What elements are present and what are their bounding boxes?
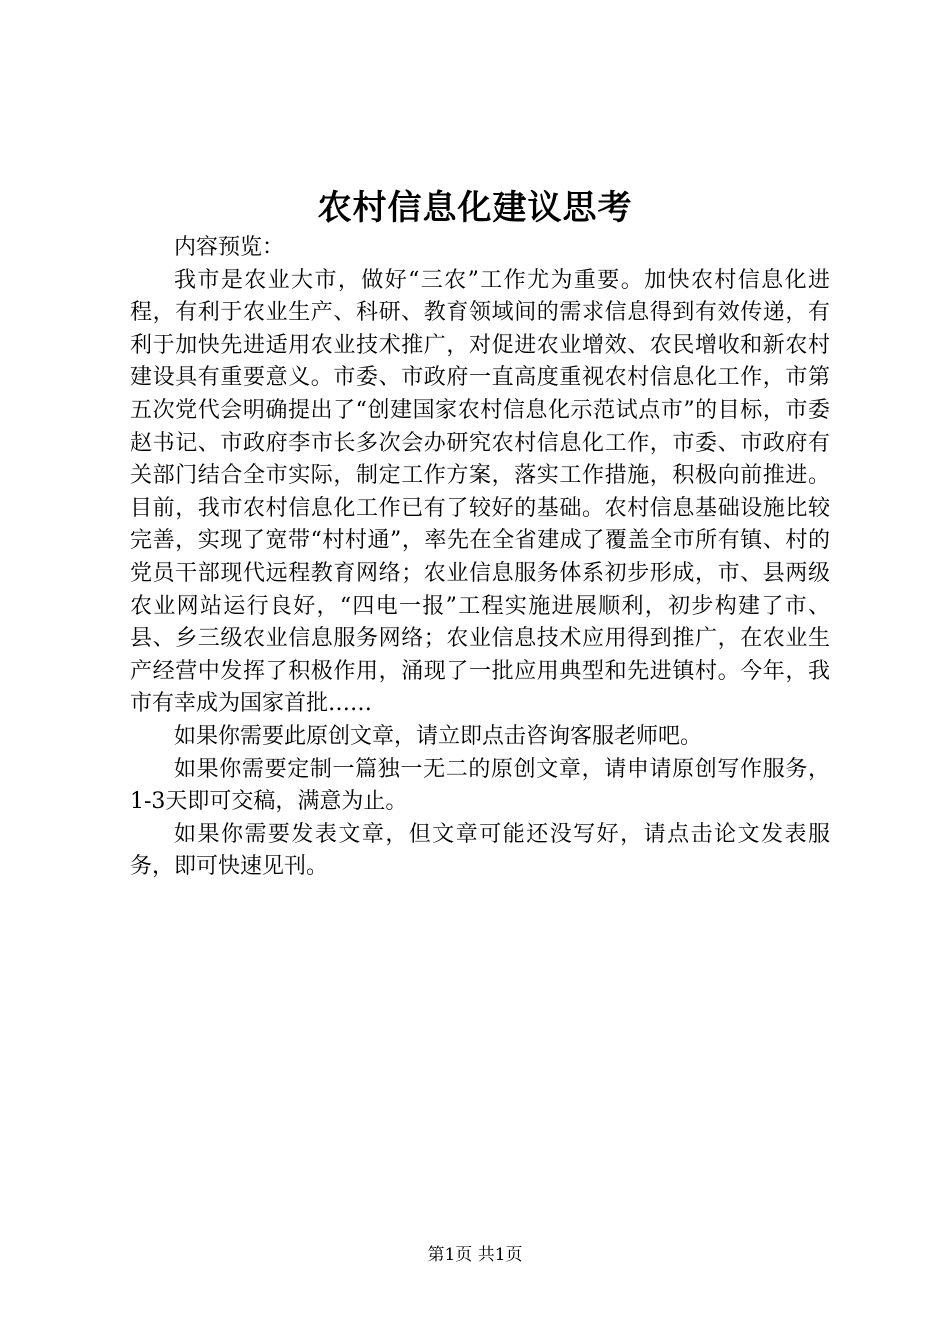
page-footer: 第1页 共1页	[427, 1245, 523, 1265]
consult-note: 如果你需要此原创文章，请立即点击咨询客服老师吧。	[174, 723, 703, 749]
document-body	[130, 232, 830, 884]
preview-label: 内容预览：	[174, 235, 285, 260]
preview-paragraph: 我市是农业大市，做好“三农”工作尤为重要。加快农村信息化进程，有利于农业生产、科研、教育领域间的需求信息得到有效传递，有利于加快先进适用农业技术推广，对促进农业增效、农民增收和新农村建设具有重要意义。市委、市政府一直高度重视农村信息化工作，市第五次党代会明确提出了“创建国家农村信息化示范试点市”的目标，市委赵书记、市政府李市长多次会办研究农村信息化工作，市委、市政府有关部门结合全市实际，制定工作方案，落实工作措施，积极向前推进。目前，我市农村信息化工作已有了较好的基础。农村信息基础设施比较完善，实现了宽带“村村通”，率先在全省建成了覆盖全市所有镇、村的党员干部现代远程教育网络；农业信息服务体系初步形成，市、县两级农业网站运行良好，“四电一报”工程实施进展顺利，初步构建了市、县、乡三级农业信息服务网络；农业信息技术应用得到推广，在农业生产经营中发挥了积极作用，涌现了一批应用典型和先进镇村。今年，我市有幸成为国家首批……	[130, 267, 830, 717]
document-title: 农村信息化建议思考	[317, 188, 633, 228]
publishing-note: 如果你需要发表文章，但文章可能还没写好，请点击论文发表服务，即可快速见刊。	[130, 821, 830, 880]
custom-writing-note: 如果你需要定制一篇独一无二的原创文章，请申请原创写作服务，1-3天即可交稿，满意为止。	[130, 756, 830, 815]
